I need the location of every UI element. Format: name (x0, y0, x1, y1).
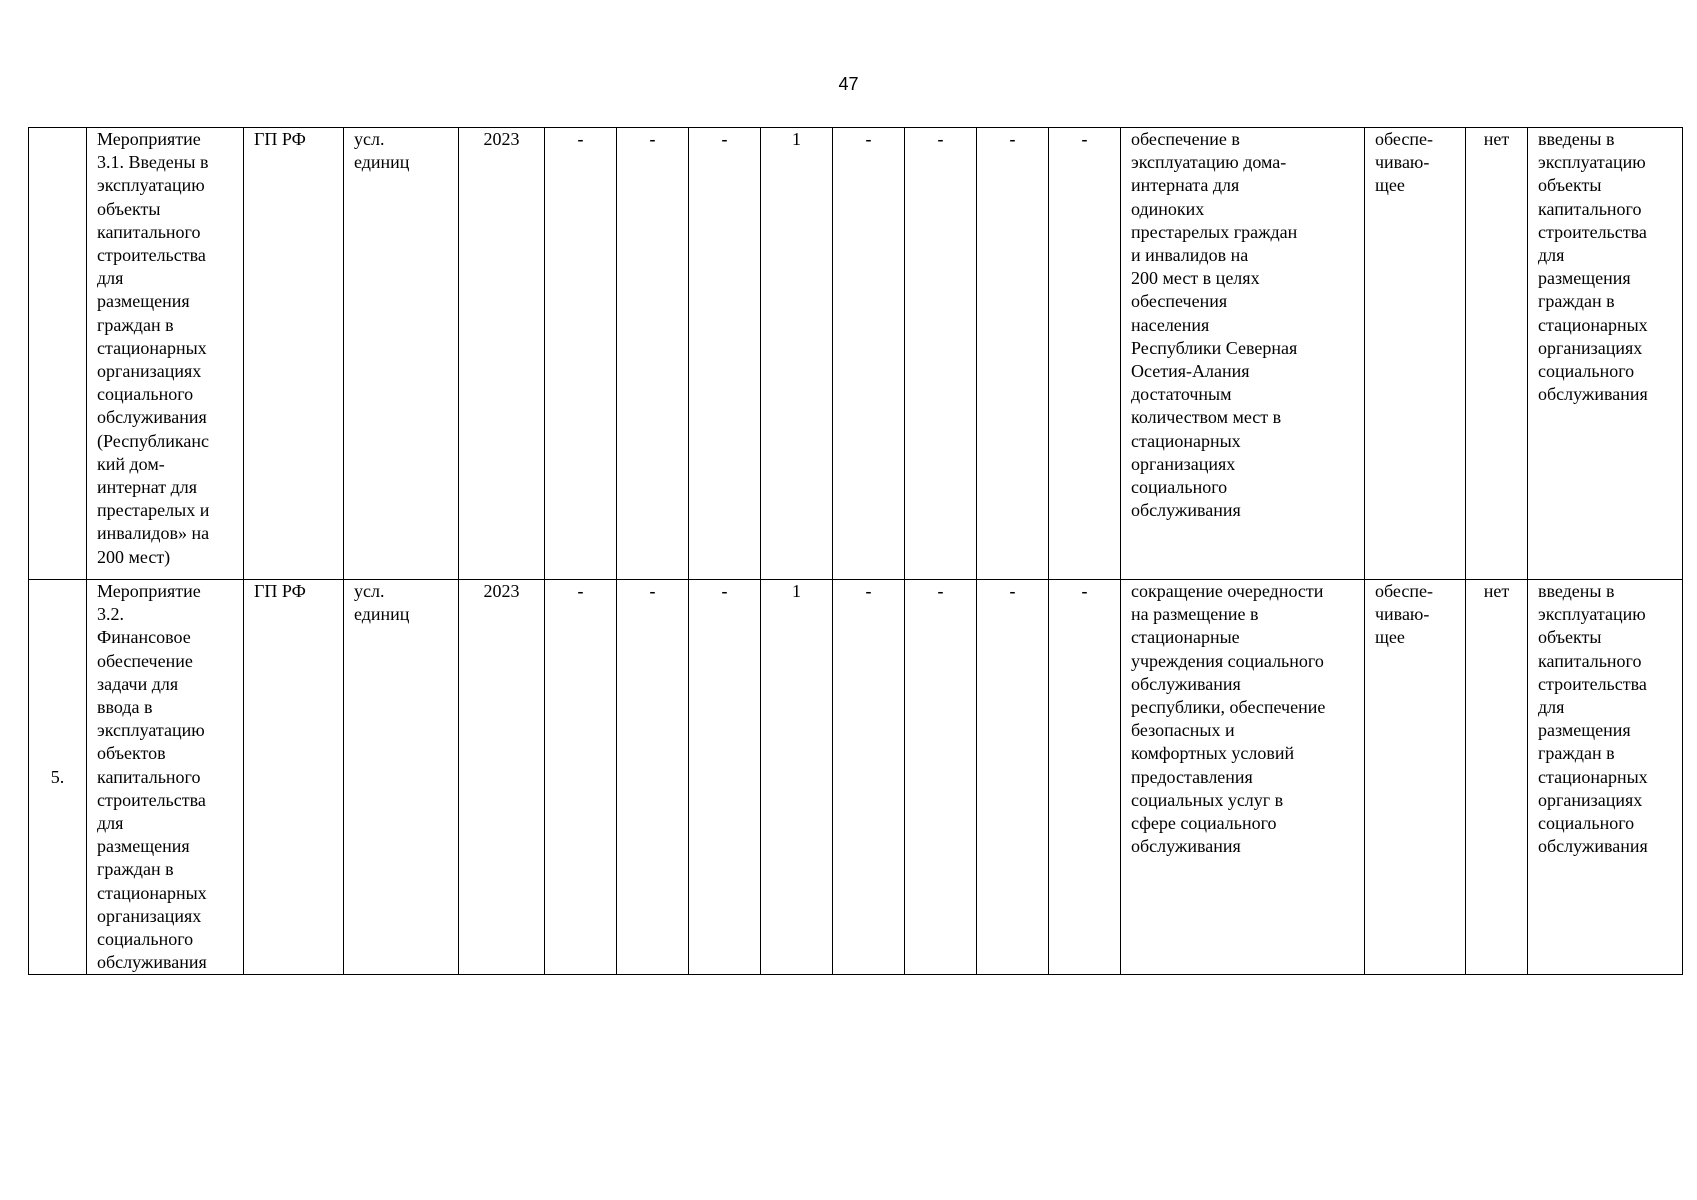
row-number-cell (29, 128, 87, 580)
year-cell: 2023 (459, 580, 545, 975)
value-cell: - (833, 128, 905, 580)
unit-cell: усл. единиц (344, 580, 459, 975)
row-number-cell: 5. (29, 580, 87, 975)
result-cell: введены в эксплуатацию объекты капитального строительства для размещения граждан в стационарных организациях социального обслуживания (1528, 580, 1683, 975)
value-cell: - (689, 128, 761, 580)
value-cell: 1 (761, 128, 833, 580)
value-cell: - (905, 580, 977, 975)
value-cell: - (617, 128, 689, 580)
value-cell: - (689, 580, 761, 975)
value-cell: - (545, 128, 617, 580)
value-cell: 1 (761, 580, 833, 975)
value-cell: - (833, 580, 905, 975)
type-cell: обеспе- чиваю- щее (1365, 580, 1466, 975)
value-cell: - (1049, 128, 1121, 580)
page-number: 47 (838, 74, 859, 94)
activities-table (28, 127, 1683, 975)
type-cell: обеспе- чиваю- щее (1365, 128, 1466, 580)
value-cell: - (617, 580, 689, 975)
description-cell: сокращение очередности на размещение в стационарные учреждения социального обслуживания республики, обеспечение безопасных и комфортных условий предоставления социальных услуг в сфере социального обслуживания (1121, 580, 1365, 975)
unit-cell: усл. единиц (344, 128, 459, 580)
description-cell: обеспечение в эксплуатацию дома- интерната для одиноких престарелых граждан и инвалидов на 200 мест в целях обеспечения населения Республики Северная Осетия-Алания достаточным количеством мест в стационарных организациях социального обслуживания (1121, 128, 1365, 580)
responsible-cell: ГП РФ (244, 128, 344, 580)
value-cell: - (977, 580, 1049, 975)
table-row (29, 128, 1683, 580)
year-cell: 2023 (459, 128, 545, 580)
responsible-cell: ГП РФ (244, 580, 344, 975)
value-cell: - (905, 128, 977, 580)
table-row (29, 580, 1683, 975)
result-cell: введены в эксплуатацию объекты капитального строительства для размещения граждан в стационарных организациях социального обслуживания (1528, 128, 1683, 580)
nature-cell: нет (1466, 128, 1528, 580)
nature-cell: нет (1466, 580, 1528, 975)
event-name-cell: Мероприятие 3.1. Введены в эксплуатацию объекты капитального строительства для размещения граждан в стационарных организациях социального обслуживания (Республиканс кий дом- интернат для престарелых и инвалидов» на 200 мест) (87, 128, 244, 580)
value-cell: - (977, 128, 1049, 580)
value-cell: - (545, 580, 617, 975)
event-name-cell: Мероприятие 3.2. Финансовое обеспечение задачи для ввода в эксплуатацию объектов капитального строительства для размещения граждан в стационарных организациях социального обслуживания (87, 580, 244, 975)
value-cell: - (1049, 580, 1121, 975)
